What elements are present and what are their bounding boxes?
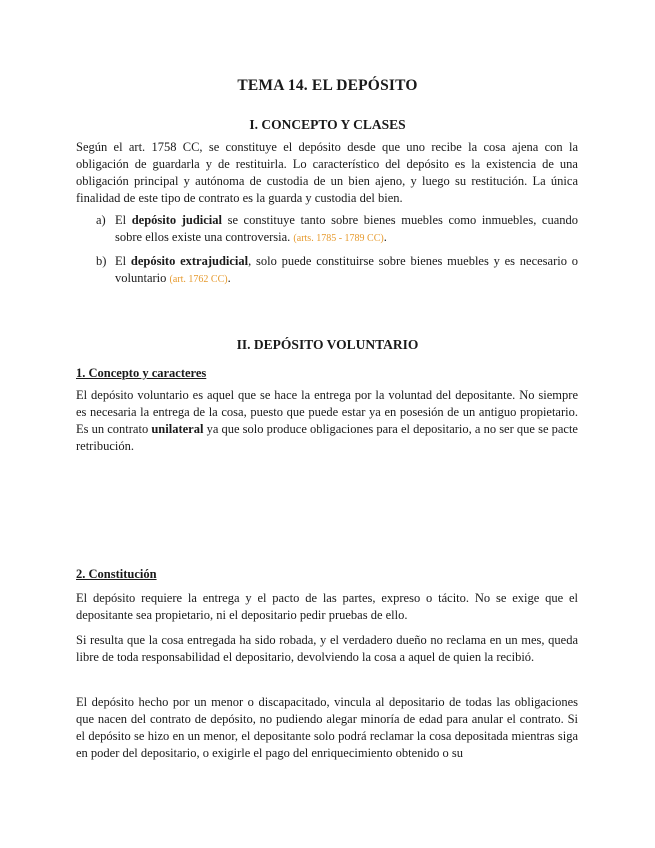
article-reference: (art. 1762 CC) <box>169 274 228 285</box>
section-heading-concepto: I. CONCEPTO Y CLASES <box>249 117 406 132</box>
list-marker: a) <box>96 213 106 227</box>
subheading-constitucion: 2. Constitución <box>76 567 157 581</box>
list-item-text: El depósito judicial se constituye tanto sobre bienes muebles como inmuebles, cuando sobre ellos existe una controversia. (arts. 1785 - 1789 CC). <box>115 213 578 244</box>
paragraph-concepto: Según el art. 1758 CC, se constituye el depósito desde que uno recibe la cosa ajena con la obligación de guardarla y de restituirla. Lo característico del depósito es la existencia de una obligación principal y autónoma de custodia de un bien ajeno, y luego su restitución. La única finalidad de este tipo de contrato es la guarda y custodia del bien. <box>76 140 578 205</box>
paragraph-constitucion-2: Si resulta que la cosa entregada ha sido robada, y el verdadero dueño no reclama en un mes, queda libre de toda responsabilidad el depositario, devolviendo la cosa a aquel de quien la recibió. <box>76 633 578 664</box>
list-marker: b) <box>96 254 107 268</box>
page-title: TEMA 14. EL DEPÓSITO <box>237 77 418 94</box>
article-reference: (arts. 1785 - 1789 CC) <box>293 233 384 244</box>
subheading-concepto-caracteres: 1. Concepto y caracteres <box>76 366 207 380</box>
paragraph-deposito-voluntario: El depósito voluntario es aquel que se hace la entrega por la voluntad del depositante. No siempre es necesaria la entrega de la cosa, puesto que puede estar ya en posesión de un antiguo propietario. Es un contrato unilateral ya que solo produce obligaciones para el depositario, a no ser que se pacte retribución. <box>76 388 578 453</box>
section-heading-voluntario: II. DEPÓSITO VOLUNTARIO <box>236 337 419 352</box>
list-item-text: El depósito extrajudicial, solo puede constituirse sobre bienes muebles y es necesario o voluntario (art. 1762 CC). <box>115 254 578 285</box>
list-item-a <box>96 212 578 247</box>
list-item-b <box>96 253 578 288</box>
paragraph-constitucion-1: El depósito requiere la entrega y el pacto de las partes, expreso o tácito. No se exige que el depositante sea propietario, ni el depositario pedir pruebas de ello. <box>76 591 578 622</box>
paragraph-constitucion-3: El depósito hecho por un menor o discapacitado, vincula al depositario de todas las obligaciones que nacen del contrato de depósito, no pudiendo alegar minoría de edad para anular el contrato. Si el depósito se hizo en un menor, el depositante solo podrá reclamar la cosa depositada mientras siga en poder del depositario, o exigirle el pago del enriquecimiento obtenido o su <box>76 695 578 760</box>
